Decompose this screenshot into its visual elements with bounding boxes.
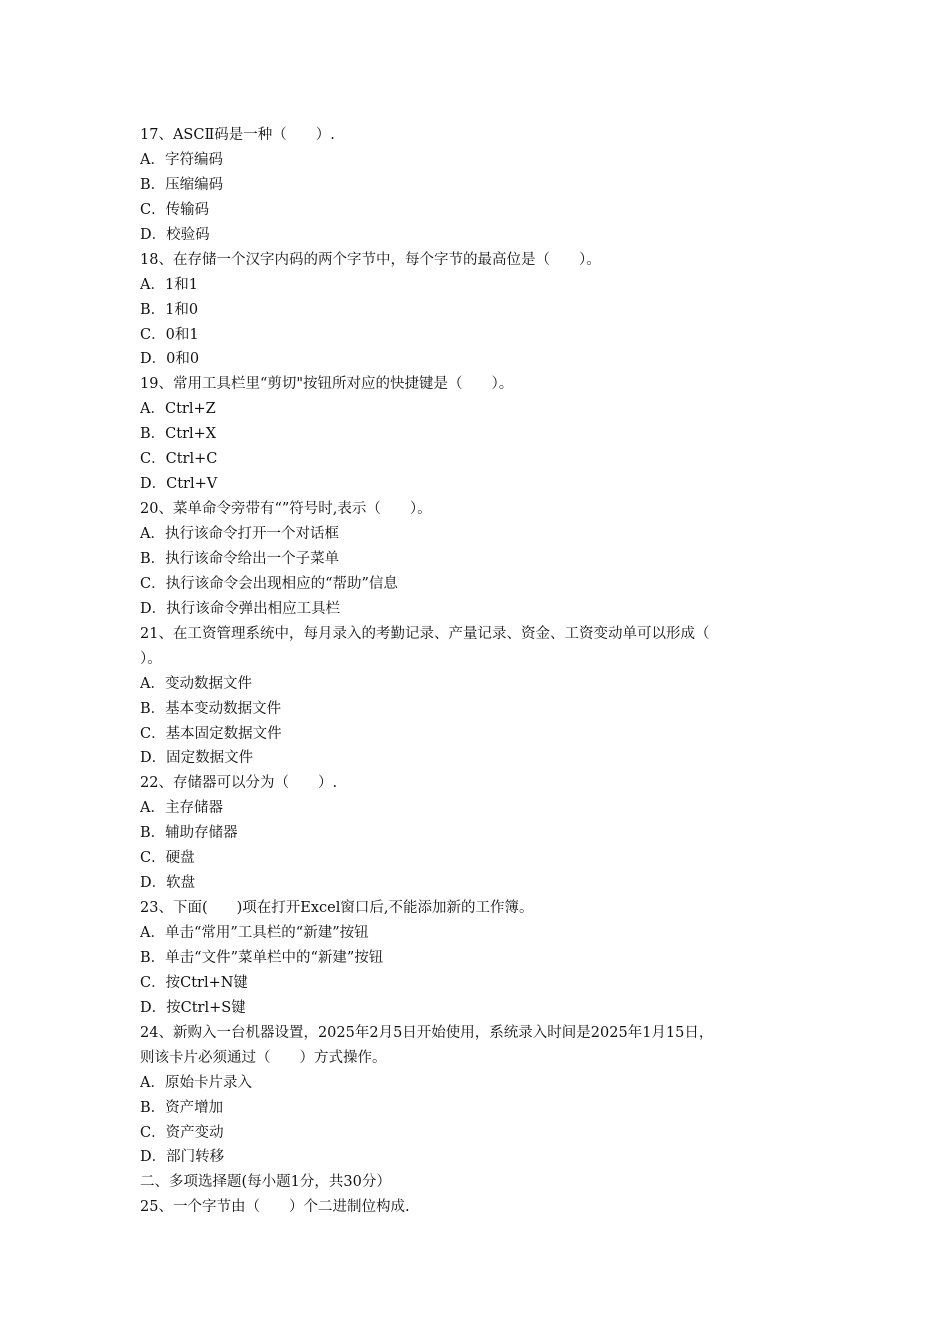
- q20-question: 20、菜单命令旁带有“”符号时,表示（ ）。: [140, 501, 432, 518]
- q20-option-d: D．执行该命令弹出相应工具栏: [140, 600, 341, 617]
- q21-option-b: B．基本变动数据文件: [140, 700, 282, 717]
- q20-option-c: C．执行该命令会出现相应的“帮助”信息: [140, 575, 398, 592]
- q21-option-a: A．变动数据文件: [140, 675, 252, 692]
- q19-option-c: C．Ctrl+C: [140, 451, 218, 468]
- q23-option-d: D．按Ctrl+S键: [140, 999, 246, 1016]
- q17-option-a: A．字符编码: [140, 151, 223, 168]
- q17-option-d: D．校验码: [140, 226, 210, 243]
- q24-option-b: B．资产增加: [140, 1099, 224, 1116]
- q24-question-line-1: 24、新购入一台机器设置，2025年2月5日开始使用，系统录入时间是2025年1月15日，: [140, 1024, 714, 1041]
- q23-question: 23、下面( )项在打开Excel窗口后,不能添加新的工作簿。: [140, 900, 534, 917]
- q21-question-line-1: 21、在工资管理系统中，每月录入的考勤记录、产量记录、资金、工资变动单可以形成（: [140, 625, 710, 642]
- document-page: [140, 123, 820, 1220]
- q18-option-d: D．0和0: [140, 351, 200, 368]
- q22-option-a: A．主存储器: [140, 800, 223, 817]
- q18-option-c: C．0和1: [140, 326, 199, 343]
- q22-option-b: B．辅助存储器: [140, 825, 238, 842]
- q23-option-b: B．单击“文件”菜单栏中的“新建”按钮: [140, 949, 384, 966]
- section-heading-multiple-choice: 二、多项选择题(每小题1分，共30分）: [140, 1174, 391, 1191]
- q21-option-d: D．固定数据文件: [140, 750, 254, 767]
- q23-option-c: C．按Ctrl+N键: [140, 974, 248, 991]
- q24-option-c: C．资产变动: [140, 1124, 224, 1141]
- q24-option-d: D．部门转移: [140, 1149, 225, 1166]
- q22-question: 22、存储器可以分为（ ）.: [140, 775, 338, 792]
- q17-option-c: C．传输码: [140, 201, 210, 218]
- q19-question: 19、常用工具栏里“剪切"按钮所对应的快捷键是（ ）。: [140, 376, 514, 393]
- q23-option-a: A．单击“常用”工具栏的“新建”按钮: [140, 925, 369, 941]
- q18-option-b: B．1和0: [140, 301, 199, 318]
- q19-option-b: B．Ctrl+X: [140, 426, 217, 443]
- q19-option-a: A．Ctrl+Z: [140, 401, 216, 418]
- q21-question-line-2: ）。: [140, 650, 162, 667]
- q20-option-a: A．执行该命令打开一个对话框: [140, 526, 339, 542]
- q25-question: 25、一个字节由（ ）个二进制位构成.: [140, 1199, 410, 1216]
- q22-option-c: C．硬盘: [140, 850, 195, 867]
- q24-option-a: A．原始卡片录入: [140, 1074, 252, 1091]
- q24-question-line-2: 则该卡片必须通过（ ）方式操作。: [140, 1049, 387, 1066]
- q17-option-b: B．压缩编码: [140, 176, 224, 193]
- q21-option-c: C．基本固定数据文件: [140, 725, 282, 742]
- q18-question: 18、在存储一个汉字内码的两个字节中，每个字节的最高位是（ ）。: [140, 251, 601, 268]
- q18-option-a: A．1和1: [140, 276, 198, 293]
- q17-question: 17、ASCⅡ码是一种（ ）.: [140, 127, 335, 143]
- q22-option-d: D．软盘: [140, 875, 196, 892]
- q20-option-b: B．执行该命令给出一个子菜单: [140, 550, 340, 567]
- q19-option-d: D．Ctrl+V: [140, 476, 218, 493]
